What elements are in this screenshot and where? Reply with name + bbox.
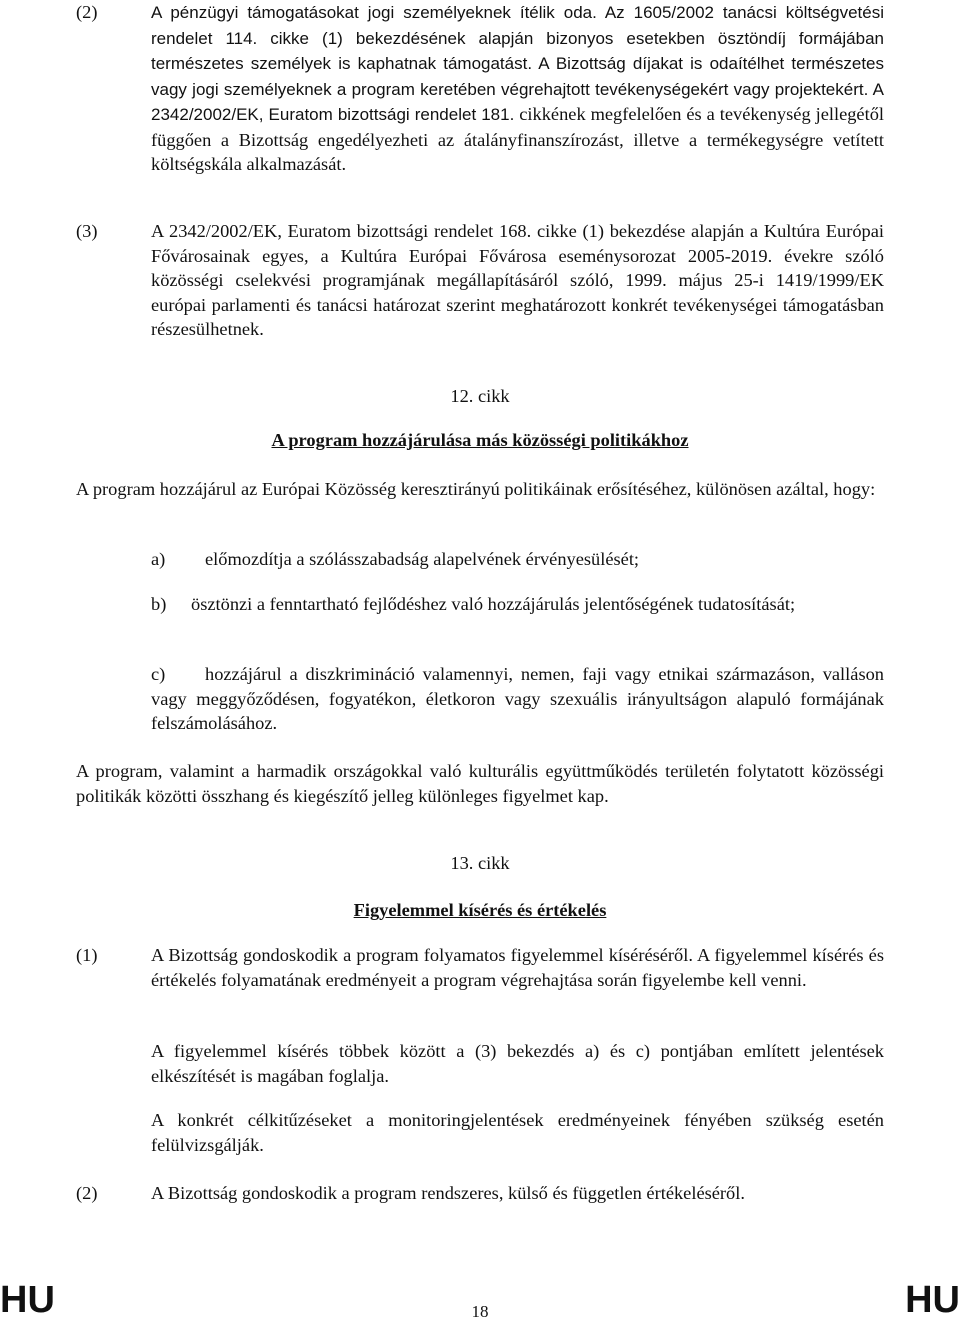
article-13-label: 13. cikk <box>450 853 510 873</box>
list-item-b <box>151 592 884 617</box>
list-item-letter: b) <box>151 594 167 614</box>
article-13-title: Figyelemmel kísérés és értékelés <box>353 900 607 920</box>
paragraph-2-text-serif: cikkének megfelelően és a tevékenység jellegétől függően a Bizottság engedélyezheti az átalányfinanszírozást, illetve a termékegységre vetített költségskála alkalmazását. <box>151 104 885 174</box>
article-13-paragraph-2: A Bizottság gondoskodik a program rendszeres, külső és független értékeléséről. <box>151 1183 745 1203</box>
language-code-left: HU <box>0 1279 55 1321</box>
paragraph-2 <box>151 0 884 177</box>
paragraph-number: (2) <box>76 2 98 22</box>
page-number: 18 <box>471 1302 489 1321</box>
language-code-right: HU <box>905 1279 960 1321</box>
list-item-a <box>151 547 884 572</box>
article-13-paragraph-1: A Bizottság gondoskodik a program folyamatos figyelemmel kíséréséről. A figyelemmel kísérés és értékelés folyamatának eredményeit a program végrehajtása során figyelembe kell venni. <box>151 945 884 990</box>
article-12-intro: A program hozzájárul az Európai Közösség keresztirányú politikáinak erősítéséhez, különösen azáltal, hogy: <box>76 479 876 499</box>
list-item-letter: c) <box>151 664 166 684</box>
article-12-title: A program hozzájárulása más közösségi politikákhoz <box>271 430 689 450</box>
paragraph-number: (3) <box>76 221 98 241</box>
list-item-text: ösztönzi a fenntartható fejlődéshez való hozzájárulás jelentőségének tudatosítását; <box>191 594 796 614</box>
list-item-c <box>151 662 884 736</box>
article-12-label: 12. cikk <box>450 386 510 406</box>
article-13-paragraph-1-c: A konkrét célkitűzéseket a monitoringjelentések eredményeinek fényében szükség esetén felülvizsgálják. <box>151 1110 884 1155</box>
paragraph-number: (2) <box>76 1183 98 1203</box>
article-13-paragraph-1-b: A figyelemmel kísérés többek között a (3) bekezdés a) és c) pontjában említett jelentések elkészítését is magában foglalja. <box>151 1041 884 1086</box>
paragraph-number: (1) <box>76 945 98 965</box>
list-item-text: hozzájárul a diszkrimináció valamennyi, nemen, faji vagy etnikai származáson, valláson vagy meggyőződésen, fogyatékon, életkoron vagy szexuális irányultságon alapuló formájának felszámolásához. <box>151 664 884 733</box>
list-item-text: előmozdítja a szólásszabadság alapelvének érvényesülését; <box>205 549 640 569</box>
article-12-closing: A program, valamint a harmadik országokkal való kulturális együttműködés területén folytatott közösségi politikák közötti összhang és kiegészítő jelleg különleges figyelmet kap. <box>76 761 884 806</box>
paragraph-2-text-sans: A pénzügyi támogatásokat jogi személyeknek ítélik oda. Az 1605/2002 tanácsi költségvetési rendelet 114. cikke (1) bekezdésének alapján bizonyos esetekben ösztöndíj formájában természetes személyek is kaphatnak támogatást. A Bizottság díjakat is odaítélhet természetes vagy jogi személyeknek a program keretében végrehajtott tevékenységekért vagy projektekért. A 2342/2002/EK, Euratom bizottsági rendelet 181. <box>151 3 884 124</box>
list-item-letter: a) <box>151 549 166 569</box>
paragraph-3: A 2342/2002/EK, Euratom bizottsági rendelet 168. cikke (1) bekezdése alapján a Kultúra Európai Fővárosainak egyes, a Kultúra Európai Fővárosa eseménysorozat 2005-2019. évekre szóló közösségi cselekvési programjának megállapításáról szóló, 1999. május 25-i 1419/1999/EK európai parlamenti és tanácsi határozat szerint meghatározott konkrét tevékenységei támogatásban részesülhetnek. <box>151 221 884 339</box>
